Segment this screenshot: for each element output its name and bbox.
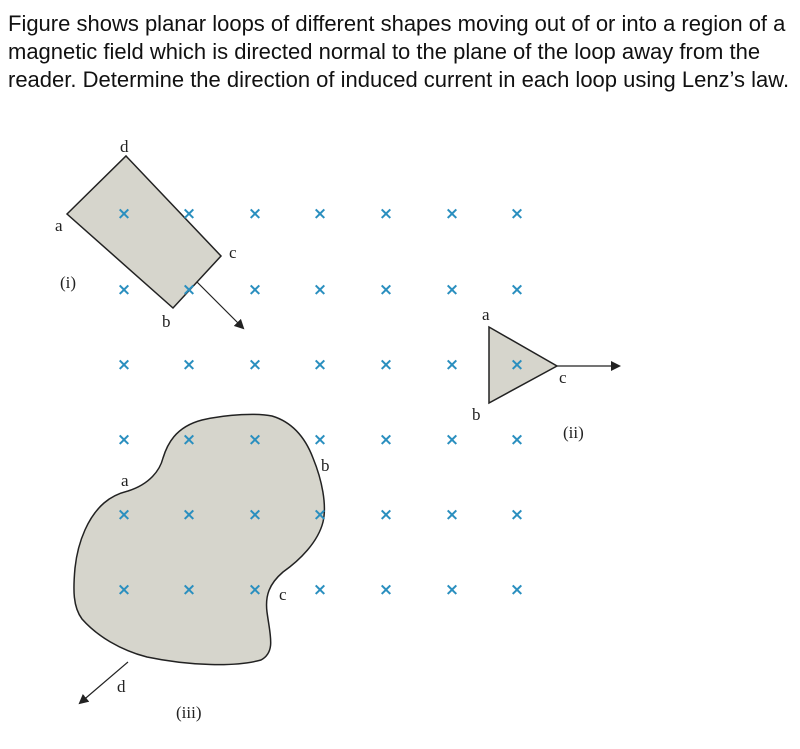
loop-i-label-d: d — [120, 137, 129, 156]
loop-i-label-a: a — [55, 216, 63, 235]
field-cross-marker: × — [247, 580, 263, 600]
field-cross-marker: × — [444, 204, 460, 224]
field-cross-marker: × — [509, 204, 525, 224]
field-cross-marker: × — [312, 430, 328, 450]
field-cross-marker: × — [181, 505, 197, 525]
field-cross-marker: × — [116, 204, 132, 224]
field-cross-marker: × — [181, 580, 197, 600]
loop-i-label-b: b — [162, 312, 171, 331]
field-cross-marker: × — [509, 580, 525, 600]
field-cross-marker: × — [181, 430, 197, 450]
field-cross-marker: × — [181, 355, 197, 375]
loop-iii-label-d: d — [117, 677, 126, 696]
field-cross-marker: × — [378, 505, 394, 525]
field-cross-marker: × — [444, 430, 460, 450]
loop-iii-label-a: a — [121, 471, 129, 490]
field-cross-marker: × — [378, 580, 394, 600]
field-cross-marker: × — [444, 505, 460, 525]
field-cross-marker: × — [509, 505, 525, 525]
field-cross-marker: × — [181, 280, 197, 300]
question-text: Figure shows planar loops of different shapes moving out of or into a region of a magnetic field which is directed normal to the plane of the loop away from the reader. Determine the direction of induced current in each loop using Lenz’s law. — [8, 11, 790, 92]
loop-ii-label-b: b — [472, 405, 481, 424]
field-cross-marker: × — [312, 204, 328, 224]
loop-ii — [489, 327, 619, 403]
loop-i-rectangle — [67, 156, 221, 308]
field-cross-marker: × — [247, 505, 263, 525]
field-cross-marker: × — [378, 430, 394, 450]
field-cross-marker: × — [312, 355, 328, 375]
field-cross-marker: × — [312, 580, 328, 600]
field-cross-marker: × — [509, 280, 525, 300]
field-cross-marker: × — [378, 280, 394, 300]
field-cross-marker: × — [378, 204, 394, 224]
loop-ii-label-a: a — [482, 305, 490, 324]
field-cross-marker: × — [116, 430, 132, 450]
field-cross-marker: × — [509, 430, 525, 450]
field-cross-marker: × — [312, 280, 328, 300]
field-cross-marker: × — [116, 355, 132, 375]
field-cross-marker: × — [116, 505, 132, 525]
field-cross-marker: × — [247, 355, 263, 375]
loop-iii — [74, 414, 324, 703]
field-cross-marker: × — [378, 355, 394, 375]
field-cross-marker: × — [247, 430, 263, 450]
loop-i-caption: (i) — [60, 273, 77, 292]
loop-iii-label-c: c — [279, 585, 287, 604]
field-cross-marker: × — [509, 355, 525, 375]
field-cross-marker: × — [247, 204, 263, 224]
field-cross-marker: × — [116, 280, 132, 300]
loop-iii-label-b: b — [321, 456, 330, 475]
loop-ii-label-c: c — [559, 368, 567, 387]
loop-i-label-c: c — [229, 243, 237, 262]
field-cross-marker: × — [444, 280, 460, 300]
field-cross-marker: × — [181, 204, 197, 224]
loop-ii-caption: (ii) — [563, 423, 584, 442]
field-cross-marker: × — [116, 580, 132, 600]
field-cross-marker: × — [444, 580, 460, 600]
loop-iii-irregular-shape — [74, 414, 324, 664]
loop-i-velocity-arrow — [197, 282, 243, 328]
loop-i — [67, 156, 243, 328]
field-cross-marker: × — [444, 355, 460, 375]
field-cross-marker: × — [247, 280, 263, 300]
field-cross-marker: × — [312, 505, 328, 525]
loop-iii-caption: (iii) — [176, 703, 202, 722]
